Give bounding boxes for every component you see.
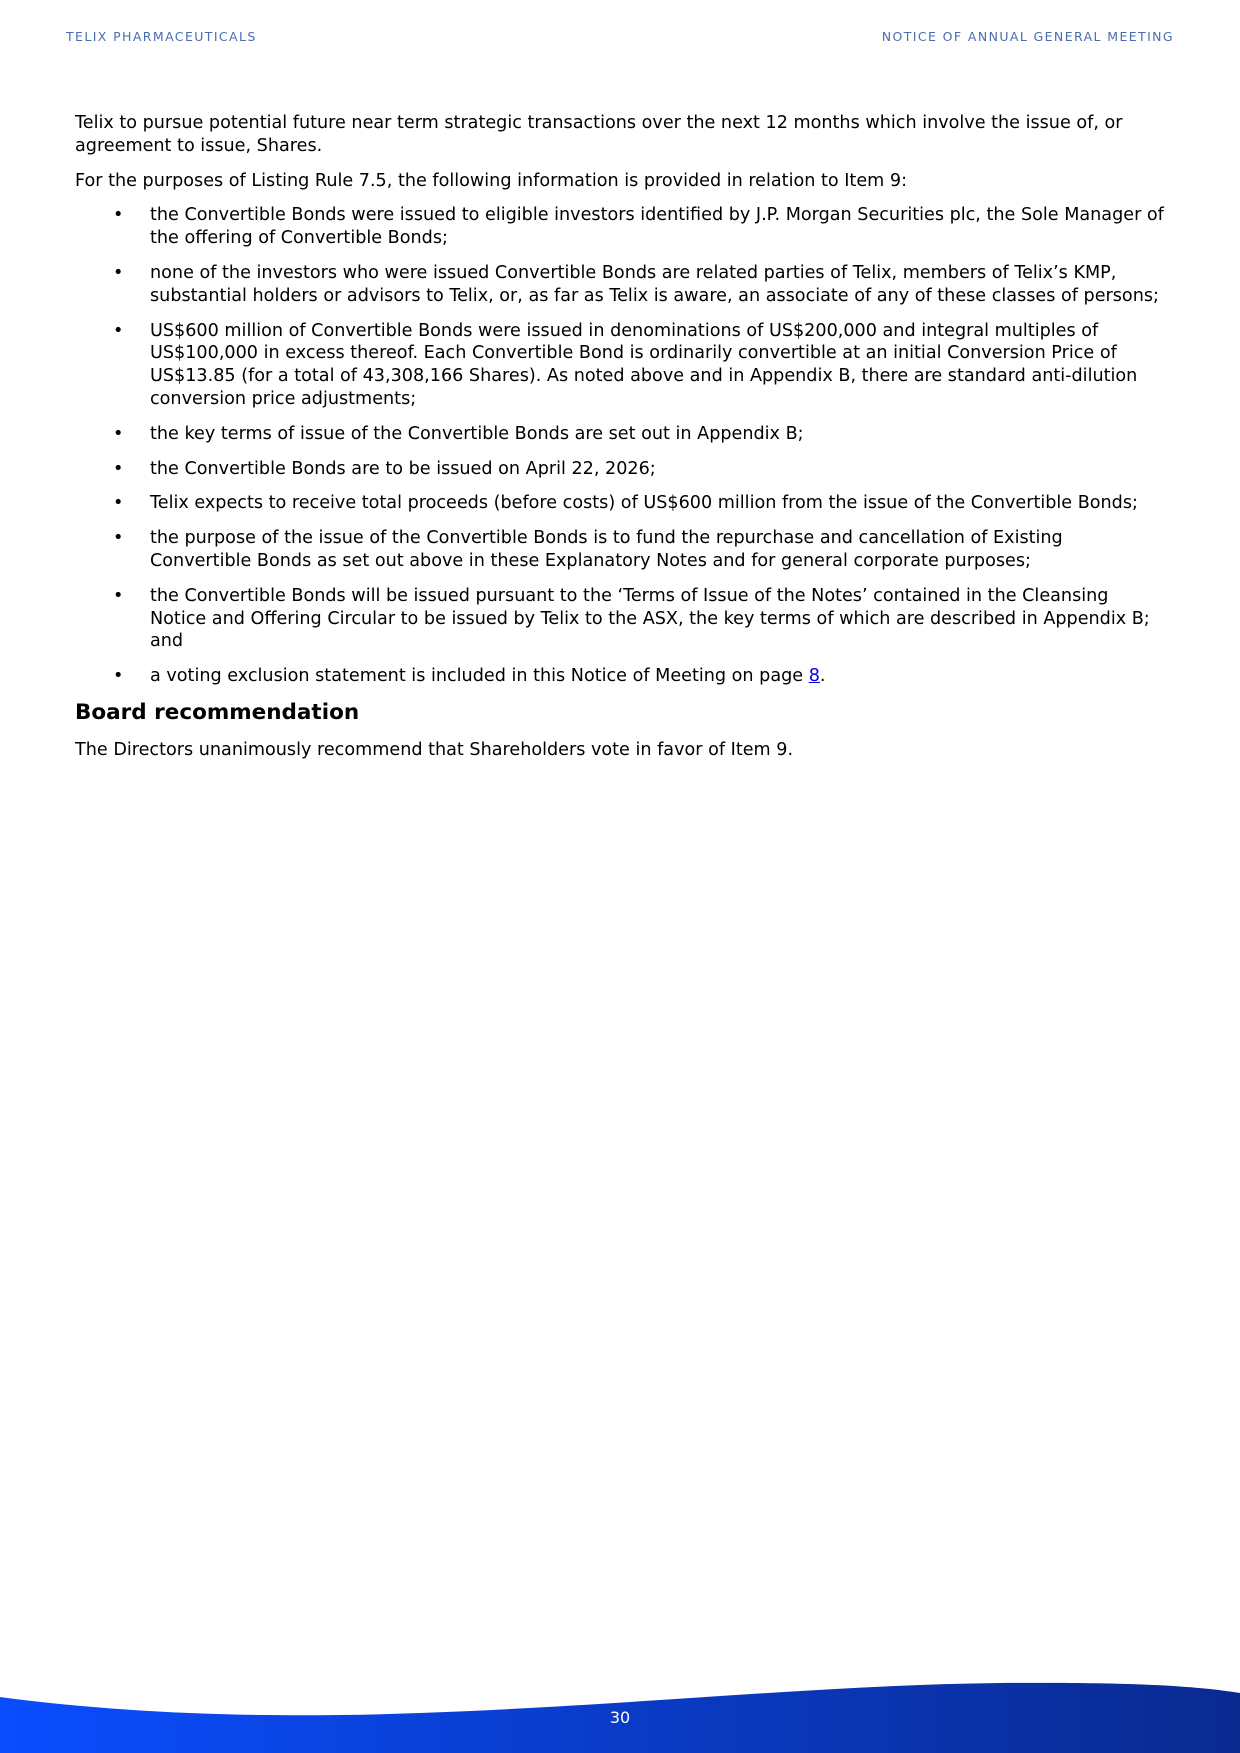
list-item (75, 585, 1165, 653)
list-item-text: the purpose of the issue of the Convertible Bonds is to fund the repurchase and cancellation of Existing Convertible Bonds as set out above in these Explanatory Notes and for general corporate purposes; (150, 528, 1063, 571)
list-item-text: none of the investors who were issued Convertible Bonds are related parties of Telix, members of Telix’s KMP, substantial holders or advisors to Telix, or, as far as Telix is aware, an associate of any of these classes of persons; (150, 262, 1159, 306)
bullet-icon: • (113, 493, 124, 514)
list-item (75, 320, 1165, 411)
board-recommendation-heading: Board recommendation (75, 699, 360, 725)
bullet-icon: • (113, 458, 124, 479)
bullet-icon: • (113, 320, 124, 341)
list-item (75, 492, 1165, 515)
list-item-text: US$600 million of Convertible Bonds were issued in denominations of US$200,000 and integral multiples of US$100,000 in excess thereof. Each Convertible Bond is ordinarily convertible at an initial Conversion Price of US$13.85 (for a total of 43,308,166 Shares). As noted above and in Appendix B, there are standard anti-dilution conversion price adjustments; (150, 320, 1138, 409)
header-company-name: TELIX PHARMACEUTICALS (66, 28, 257, 44)
bullet-icon: • (113, 205, 124, 226)
page-content (75, 112, 1165, 774)
bullet-icon: • (113, 528, 124, 549)
header-document-title: NOTICE OF ANNUAL GENERAL MEETING (881, 28, 1174, 44)
listing-rule-paragraph: For the purposes of Listing Rule 7.5, the following information is provided in relation to Item 9: (75, 170, 907, 191)
list-item-text: a voting exclusion statement is included in this Notice of Meeting on page (150, 666, 809, 687)
list-item (75, 204, 1165, 250)
intro-paragraph: Telix to pursue potential future near term strategic transactions over the next 12 months which involve the issue of, or agreement to issue, Shares. (75, 113, 1123, 156)
list-item (75, 665, 1165, 688)
item9-information-list (75, 204, 1165, 688)
bullet-icon: • (113, 585, 124, 606)
bullet-icon: • (113, 423, 124, 444)
running-header (66, 28, 1174, 44)
board-recommendation-paragraph: The Directors unanimously recommend that Shareholders vote in favor of Item 9. (75, 739, 794, 760)
list-item (75, 262, 1165, 308)
list-item-text: Telix expects to receive total proceeds (before costs) of US$600 million from the issue of the Convertible Bonds; (150, 493, 1138, 514)
bullet-icon: • (113, 262, 124, 283)
list-item-text: the Convertible Bonds were issued to eligible investors identified by J.P. Morgan Securities plc, the Sole Manager of the offering of Convertible Bonds; (150, 205, 1164, 249)
list-item (75, 458, 1165, 481)
list-item-text: the key terms of issue of the Convertible Bonds are set out in Appendix B; (150, 423, 804, 444)
page-8-link[interactable]: 8 (808, 666, 820, 687)
list-item-suffix: . (819, 666, 826, 687)
page-number: 30 (609, 1708, 631, 1727)
list-item (75, 527, 1165, 573)
list-item-text: the Convertible Bonds are to be issued on April 22, 2026; (150, 458, 656, 479)
bullet-icon: • (113, 666, 124, 687)
list-item (75, 423, 1165, 446)
list-item-text: the Convertible Bonds will be issued pursuant to the ‘Terms of Issue of the Notes’ contained in the Cleansing Notice and Offering Circular to be issued by Telix to the ASX, the key terms of which are described in Appendix B; and (150, 585, 1150, 652)
